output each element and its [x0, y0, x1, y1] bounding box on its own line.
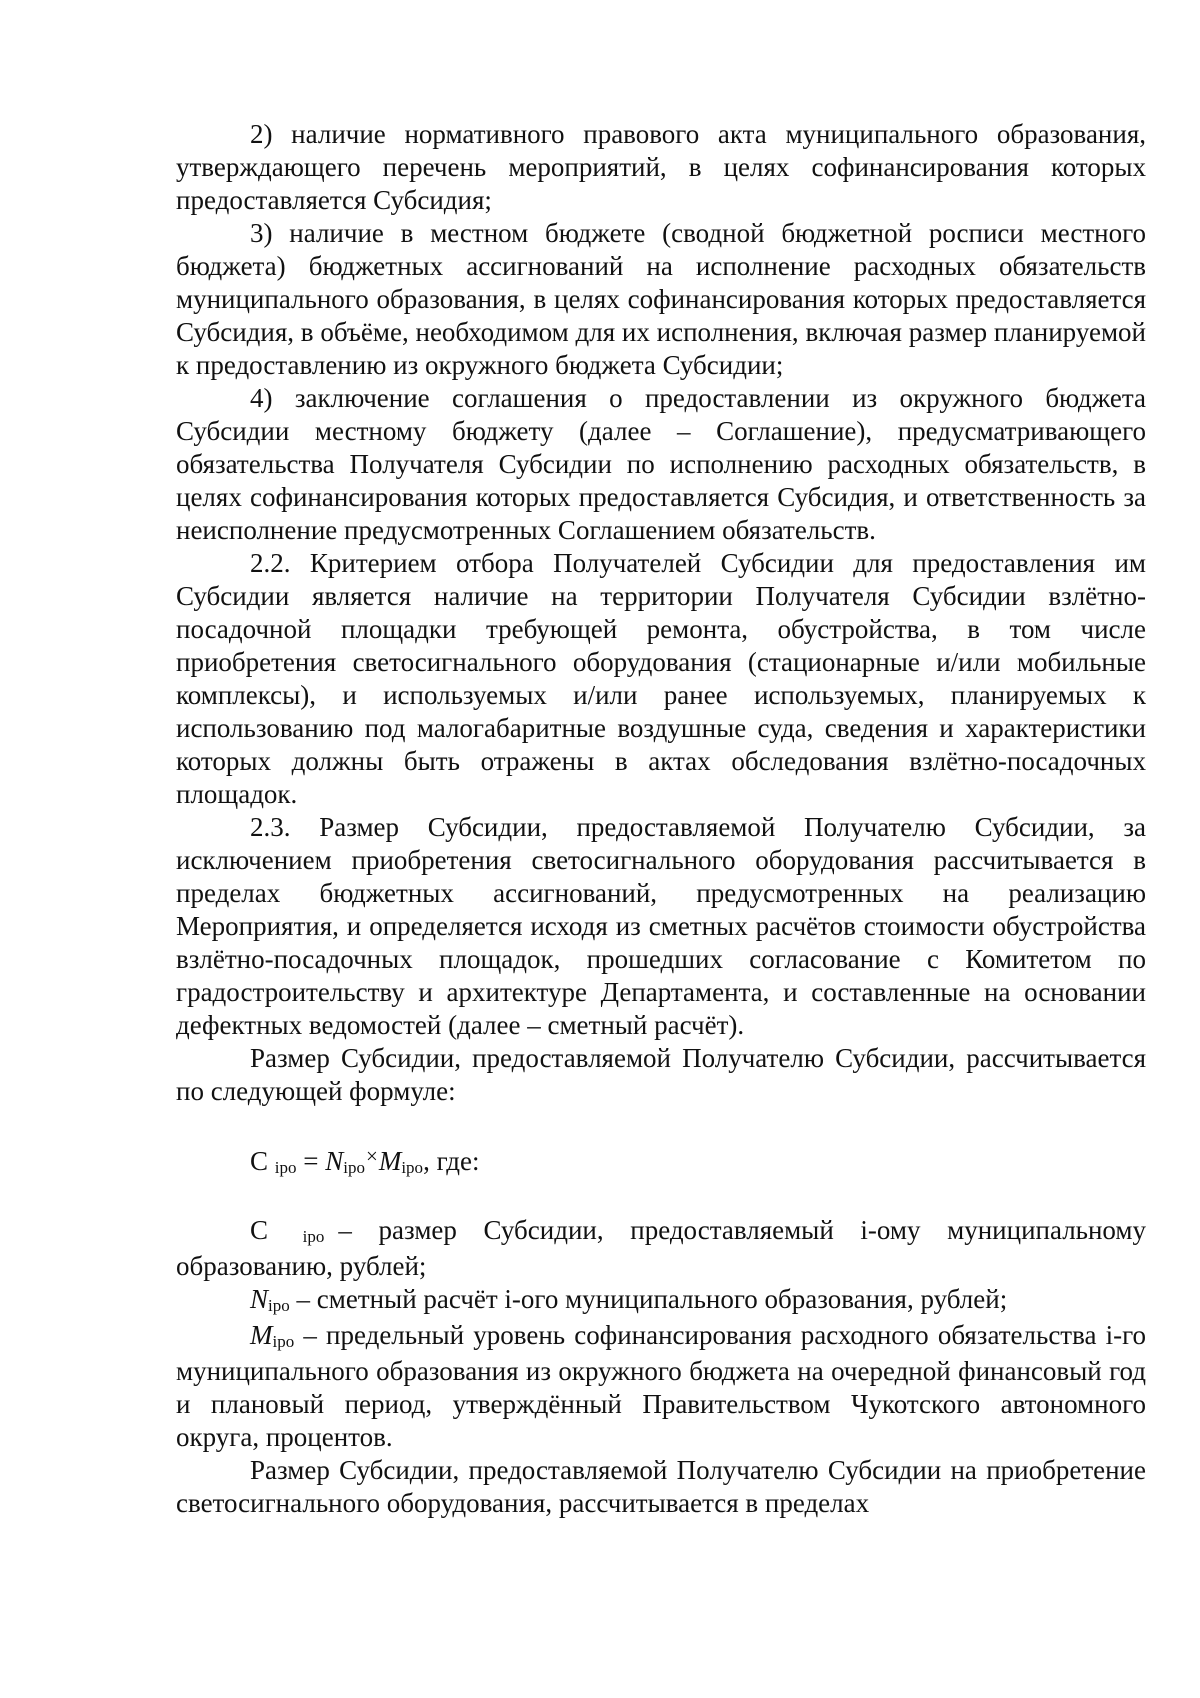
formula-c: C [250, 1146, 269, 1176]
definition-c-text: – размер Субсидии, предоставляемый i-ому муниципальному образованию, рублей; [176, 1215, 1147, 1281]
paragraph-item-2: 2) наличие нормативного правового акта муниципального образования, утверждающего перечень мероприятий, в целях софинансирования которых предоставляется Субсидия; [176, 119, 1146, 215]
formula [176, 1145, 1146, 1181]
formula-tail: , где: [423, 1146, 480, 1176]
paragraph-formula-intro: Размер Субсидии, предоставляемой Получателю Субсидии, рассчитывается по следующей формуле: [176, 1043, 1146, 1106]
definition-n-subscript: ipo [268, 1296, 290, 1315]
definition-m [176, 1319, 1146, 1454]
definition-m-subscript: ipo [272, 1332, 295, 1351]
paragraph-item-3: 3) наличие в местном бюджете (сводной бюджетной росписи местного бюджета) бюджетных ассигнований на исполнение расходных обязательств муниципального образования, в целях софинансирования которых предоставляется Субсидия, в объёме, необходимом для их исполнения, включая размер планируемой к предоставлению из окружного бюджета Субсидии; [176, 218, 1146, 380]
paragraph-2-3: 2.3. Размер Субсидии, предоставляемой Получателю Субсидии, за исключением приобретения светосигнального оборудования рассчитывается в пределах бюджетных ассигнований, предусмотренных на реализацию Мероприятия, и определяется исходя из сметных расчётов стоимости обустройства взлётно-посадочных площадок, прошедших согласование с Комитетом по градостроительству и архитектуре Департамента, и составленные на основании дефектных ведомостей (далее – сметный расчёт). [176, 812, 1146, 1040]
definition-m-symbol: M [250, 1320, 273, 1350]
definition-c [176, 1214, 1146, 1283]
paragraph-equipment-subsidy: Размер Субсидии, предоставляемой Получателю Субсидии на приобретение светосигнального оборудования, рассчитывается в пределах [176, 1455, 1146, 1518]
definition-n [176, 1283, 1146, 1319]
definition-n-symbol: N [250, 1284, 269, 1314]
formula-equals: = [303, 1146, 319, 1176]
formula-times: × [365, 1144, 378, 1168]
definition-n-text: – сметный расчёт i-ого муниципального образования, рублей; [296, 1284, 1008, 1314]
definition-m-text: – предельный уровень софинансирования расходного обязательства i-го муниципального образования из окружного бюджета на очередной финансовый год и плановый период, утверждённый Правительством Чукотского автономного округа, процентов. [176, 1320, 1147, 1452]
formula-n: N [325, 1146, 344, 1176]
paragraph-2-2: 2.2. Критерием отбора Получателей Субсидии для предоставления им Субсидии является наличие на территории Получателя Субсидии взлётно-посадочной площадки требующей ремонта, обустройства, в том числе приобретения светосигнального оборудования (стационарные и/или мобильные комплексы), и используемых и/или ранее используемых, планируемых к использованию под малогабаритные воздушные суда, сведения и характеристики которых должны быть отражены в актах обследования взлётно-посадочных площадок. [176, 548, 1146, 809]
definition-c-subscript: ipo [302, 1227, 325, 1246]
formula-n-subscript: ipo [343, 1158, 365, 1177]
formula-m: M [378, 1146, 402, 1176]
definition-c-symbol: C [250, 1215, 269, 1245]
formula-c-subscript: ipo [274, 1158, 297, 1177]
formula-m-subscript: ipo [401, 1158, 424, 1177]
paragraph-item-4: 4) заключение соглашения о предоставлении из окружного бюджета Субсидии местному бюджету (далее – Соглашение), предусматривающего обязательства Получателя Субсидии по исполнению расходных обязательств, в целях софинансирования которых предоставляется Субсидия, и ответственность за неисполнение предусмотренных Соглашением обязательств. [176, 383, 1146, 545]
document-page [176, 118, 1146, 1520]
